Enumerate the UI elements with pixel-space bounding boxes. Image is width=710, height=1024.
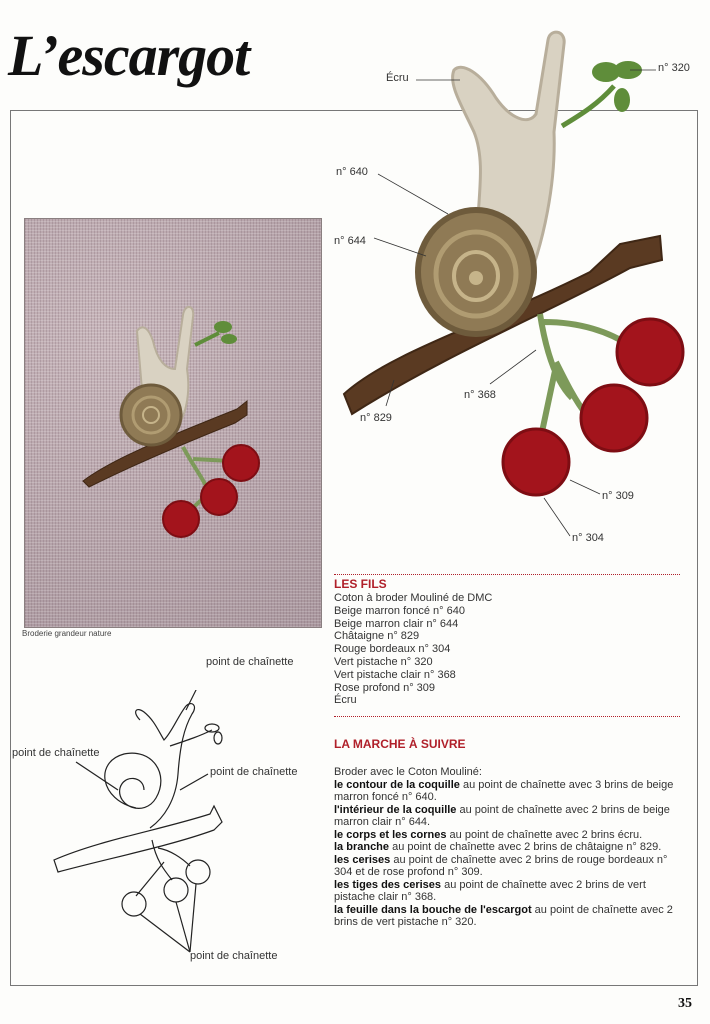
instruction-step [334,829,680,842]
instructions-section [334,766,680,929]
callout-829: n° 829 [360,412,392,424]
thread-line: Coton à broder Mouliné de DMC [334,592,493,604]
step-detail: au point de chaînette avec 3 brins de beige marron foncé n° 640. [334,778,674,803]
step-subject: le corps et les cornes [334,828,447,841]
instruction-step [334,841,680,854]
page-title: L’escargot [8,23,250,88]
step-subject: l'intérieur de la coquille [334,803,457,816]
photo-caption: Broderie grandeur nature [22,629,112,638]
step-subject: la feuille dans la bouche de l'escargot [334,903,532,916]
thread-line: Beige marron foncé n° 640 [334,604,465,617]
small-snail-embroidery [25,219,322,628]
thread-line: Beige marron clair n° 644 [334,617,459,630]
instruction-step [334,904,680,929]
instruction-step [334,779,680,804]
thread-line: Rouge bordeaux n° 304 [334,643,451,656]
callout-304: n° 304 [572,532,604,544]
thread-line: Rose profond n° 309 [334,681,436,694]
instruction-step [334,854,680,879]
step-detail: au point de chaînette avec 2 brins de châtaigne n° 829. [389,841,662,853]
diagram-label-bottom: point de chaînette [190,950,278,962]
stitch-diagram [40,690,300,970]
instruction-step [334,879,680,904]
instruction-step [334,804,680,829]
diagram-label-left: point de chaînette [12,747,100,759]
step-detail: au point de chaînette avec 2 brins écru. [446,828,643,841]
step-detail: au point de chaînette avec 2 brins de vert pistache clair n° 368. [334,878,646,903]
page-number: 35 [678,996,692,1011]
step-subject: le contour de la coquille [334,778,460,791]
callout-640: n° 640 [336,166,368,178]
step-detail: au point de chaînette avec 2 brins de vert pistache n° 320. [334,903,673,928]
large-snail-embroidery [330,22,700,582]
diagram-label-right: point de chaînette [210,766,298,778]
thread-line: Vert pistache n° 320 [334,655,433,668]
step-detail: au point de chaînette avec 2 brins de rouge bordeaux n° 304 et de rose profond n° 309. [334,853,668,878]
threads-section [334,574,680,707]
callout-368: n° 368 [464,389,496,401]
instructions-intro: Broder avec le Coton Mouliné: [334,766,482,778]
callout-309: n° 309 [602,490,634,502]
step-subject: les cerises [334,853,391,866]
callout-644: n° 644 [334,235,366,247]
step-subject: les tiges des cerises [334,878,442,891]
thread-line: Châtaigne n° 829 [334,630,420,643]
thread-line: Vert pistache clair n° 368 [334,668,456,681]
callout-320: n° 320 [658,62,690,74]
section-divider [334,716,680,717]
step-subject: la branche [334,841,390,853]
instructions-heading: LA MARCHE À SUIVRE [334,737,466,751]
step-detail: au point de chaînette avec 2 brins de beige marron clair n° 644. [334,803,670,828]
threads-heading: LES FILS [334,577,387,591]
thread-line: Écru [334,694,357,707]
embroidery-photo [24,218,322,628]
diagram-label-top: point de chaînette [206,656,294,668]
callout-ecru: Écru [386,72,409,84]
